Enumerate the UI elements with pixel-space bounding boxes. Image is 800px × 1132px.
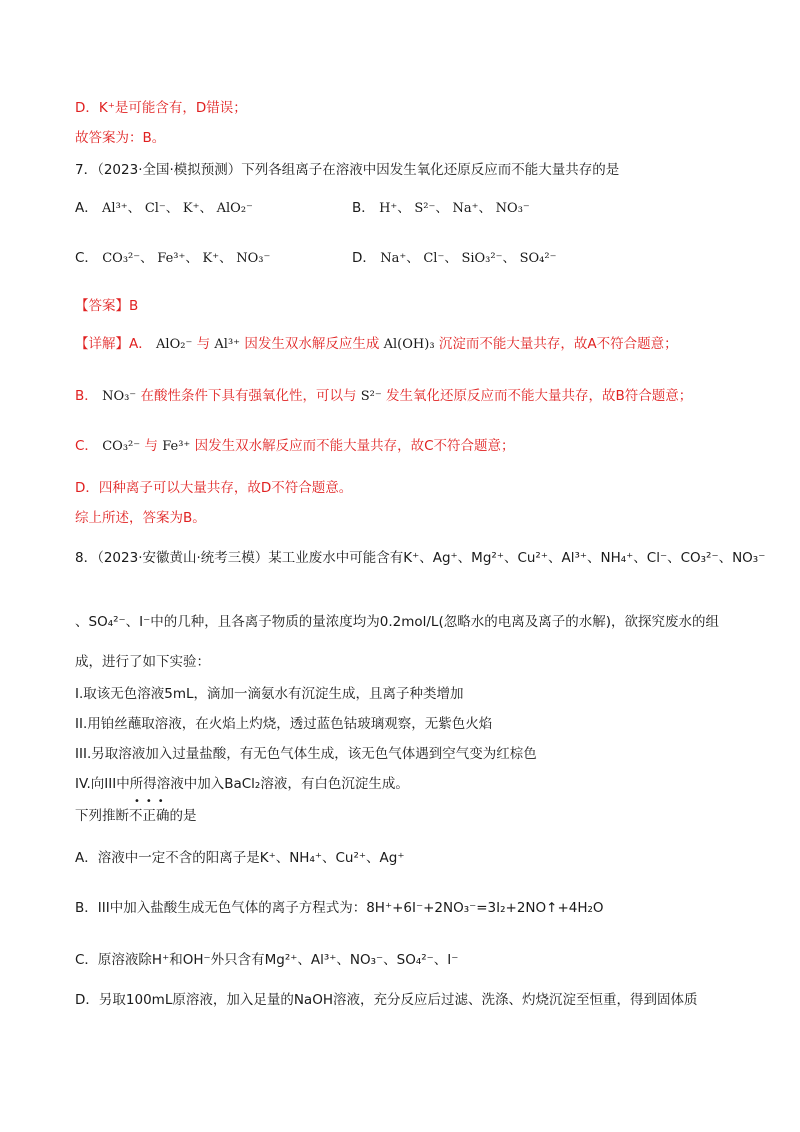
q8-step-4: IV.向III中所得溶液中加入BaCl₂溶液，有白色沉淀生成。 <box>75 776 409 792</box>
q7-option-d-ions: Na⁺、 Cl⁻、 SiO₃²⁻、 SO₄²⁻ <box>380 251 557 266</box>
q7-detail-a <box>75 334 740 355</box>
detail-text: 沉淀而不能大量共存，故A不符合题意； <box>438 336 678 352</box>
ion: Na⁺ <box>380 251 407 266</box>
q8-option-c: C．原溶液除H⁺和OH⁻外只含有Mg²⁺、Al³⁺、NO₃⁻、SO₄²⁻、I⁻ <box>75 952 459 968</box>
ion: Al³⁺ <box>214 337 241 352</box>
q7-option-c-ions: CO₃²⁻、 Fe³⁺、 K⁺、 NO₃⁻ <box>102 251 271 266</box>
q8-option-d: D．另取100mL原溶液，加入足量的NaOH溶液，充分反应后过滤、洗涤、灼烧沉淀至恒重，得到固体质 <box>75 992 698 1008</box>
q8-stem-line2: 、SO₄²⁻、I⁻中的几种，且各离子物质的量浓度均为0.2mol/L(忽略水的电离及离子的水解)，欲探究废水的组 <box>75 614 719 630</box>
q6-option-d-analysis: D．K⁺是可能含有，D错误； <box>75 100 247 116</box>
ask-text: 的是 <box>169 808 197 824</box>
q6-answer: 故答案为：B。 <box>75 130 166 146</box>
detail-text: 与 <box>196 336 211 352</box>
q7-stem: 7．（2023·全国·模拟预测）下列各组离子在溶液中因发生氧化还原反应而不能大量共存的是 <box>75 162 620 178</box>
ion: S²⁻ <box>414 201 436 216</box>
q7-detail-c <box>75 436 740 457</box>
detail-label: A． <box>129 336 152 352</box>
q8-step-3: III.另取溶液加入过量盐酸，有无色气体生成，该无色气体遇到空气变为红棕色 <box>75 746 537 762</box>
ion: Fe³⁺ <box>162 439 191 454</box>
ion: NO₃⁻ <box>495 201 530 216</box>
q8-ask <box>75 806 740 826</box>
ion: CO₃²⁻ <box>102 439 141 454</box>
ask-emphasis: 不正确 <box>129 808 170 824</box>
ion: Cl⁻ <box>144 201 166 216</box>
ion: AlO₂⁻ <box>156 337 193 352</box>
q7-option-b-ions: H⁺、 S²⁻、 Na⁺、 NO₃⁻ <box>379 201 530 216</box>
q8-step-2: II.用铂丝蘸取溶液，在火焰上灼烧，透过蓝色钴玻璃观察，无紫色火焰 <box>75 716 493 732</box>
detail-tag: 【详解】 <box>75 336 129 352</box>
q7-answer: 【答案】B <box>75 298 139 314</box>
ion: Fe³⁺ <box>157 251 186 266</box>
q7-summary: 综上所述，答案为B。 <box>75 510 206 526</box>
q7-option-d <box>352 248 556 269</box>
emphasis-dots: ••• <box>134 796 170 807</box>
ion: Na⁺ <box>452 201 479 216</box>
ion: Al(OH)₃ <box>383 337 435 352</box>
q7-detail-d: D．四种离子可以大量共存，故D不符合题意。 <box>75 480 353 496</box>
ion: Cl⁻ <box>423 251 445 266</box>
q7-detail-b <box>75 386 740 407</box>
ion: SO₄²⁻ <box>519 251 557 266</box>
ion: AlO₂⁻ <box>216 201 253 216</box>
ion: S²⁻ <box>360 389 382 404</box>
ion: CO₃²⁻ <box>102 251 141 266</box>
q7-option-b-label: B． <box>352 200 375 216</box>
detail-text: 在酸性条件下具有强氧化性，可以与 <box>140 388 357 404</box>
ion: NO₃⁻ <box>236 251 271 266</box>
ask-text: 下列推断 <box>75 808 129 824</box>
q7-option-b <box>352 198 530 219</box>
q8-stem-line1: 8．（2023·安徽黄山·统考三模）某工业废水中可能含有K⁺、Ag⁺、Mg²⁺、Cu²⁺、Al³⁺、NH₄⁺、Cl⁻、CO₃²⁻、NO₃⁻ <box>75 550 766 566</box>
ion: Al³⁺ <box>102 201 128 216</box>
detail-label: C． <box>75 438 98 454</box>
q7-option-a <box>75 198 253 219</box>
ion: SiO₃²⁻ <box>461 251 503 266</box>
q8-step-1: I.取该无色溶液5mL，滴加一滴氨水有沉淀生成，且离子种类增加 <box>75 686 464 702</box>
detail-text: 因发生双水解反应生成 <box>244 336 380 352</box>
ion: K⁺ <box>182 201 200 216</box>
q7-option-a-label: A． <box>75 200 98 216</box>
detail-label: B． <box>75 388 98 404</box>
q8-option-b: B．III中加入盐酸生成无色气体的离子方程式为：8H⁺+6I⁻+2NO₃⁻=3I₂+2NO↑+4H₂O <box>75 900 604 916</box>
q8-option-a: A．溶液中一定不含的阳离子是K⁺、NH₄⁺、Cu²⁺、Ag⁺ <box>75 850 405 866</box>
q7-option-a-ions: Al³⁺、 Cl⁻、 K⁺、 AlO₂⁻ <box>102 201 253 216</box>
detail-text: 发生氧化还原反应而不能大量共存，故B符合题意； <box>386 388 693 404</box>
detail-text: 因发生双水解反应而不能大量共存，故C不符合题意； <box>194 438 515 454</box>
detail-text: 与 <box>144 438 158 454</box>
ion: K⁺ <box>202 251 220 266</box>
ion: NO₃⁻ <box>102 389 137 404</box>
q7-option-c <box>75 248 270 269</box>
q8-stem-line3: 成，进行了如下实验： <box>75 654 210 670</box>
q7-option-c-label: C． <box>75 250 98 266</box>
ion: H⁺ <box>379 201 398 216</box>
q7-option-d-label: D． <box>352 250 376 266</box>
